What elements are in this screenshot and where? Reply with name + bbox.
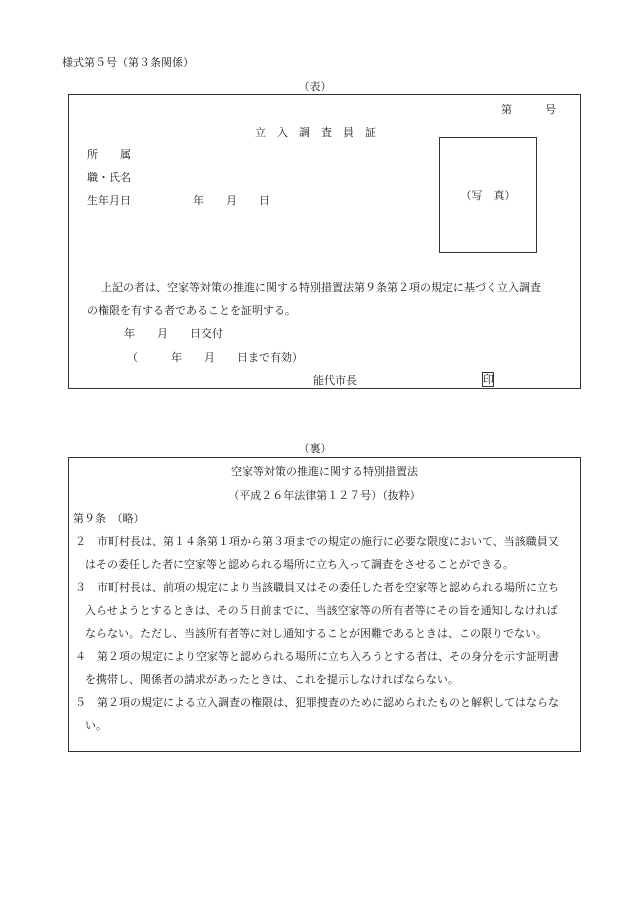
clause-5-line-2: い。: [85, 719, 107, 732]
back-card: [68, 457, 581, 752]
clause-3-line-1: ３ 市町村長は、前項の規定により当該職員又はその委任した者を空家等と認められる場所に立ち: [75, 581, 559, 594]
valid-until: （ 年 月 日まで有効）: [127, 351, 303, 364]
form-label: 様式第５号（第３条関係）: [62, 56, 194, 69]
name-label: 職・氏名: [87, 171, 131, 184]
seal-mark: 印: [483, 373, 494, 386]
clause-4-line-1: ４ 第２項の規定により空家等と認められる場所に立ち入ろうとする者は、その身分を示す証明書: [75, 650, 559, 663]
front-card: [68, 94, 581, 389]
clause-3-line-3: ならない。ただし、当該所有者等に対し通知することが困難であるときは、この限りでない。: [85, 627, 547, 640]
birthdate-label: 生年月日: [87, 194, 131, 207]
number-label: 第 号: [501, 103, 556, 116]
clause-3-line-2: 入らせようとするときは、その５日前までに、当該空家等の所有者等にその旨を通知しなければ: [85, 604, 558, 617]
back-heading: （裏）: [298, 442, 332, 455]
affiliation-label: 所 属: [87, 148, 131, 161]
front-heading: （表）: [298, 80, 332, 93]
certification-line-1: 上記の者は、空家等対策の推進に関する特別措置法第９条第２項の規定に基づく立入調査: [101, 281, 541, 294]
clause-2-line-2: はその委任した者に空家等と認められる場所に立ち入って調査をさせることができる。: [85, 558, 514, 571]
law-title: 空家等対策の推進に関する特別措置法: [231, 465, 418, 478]
birthdate-fields: 年 月 日: [193, 194, 270, 207]
article-9: 第９条 （略）: [73, 512, 145, 525]
issue-date: 年 月 日交付: [124, 327, 223, 340]
card-title: 立 入 調 査 員 証: [255, 126, 376, 139]
photo-box: [439, 137, 537, 253]
clause-2-line-1: ２ 市町村長は、第１４条第１項から第３項までの規定の施行に必要な限度において、当該職員又: [75, 535, 559, 548]
clause-4-line-2: を携帯し、関係者の請求があったときは、これを提示しなければならない。: [85, 673, 459, 686]
photo-label: （写 真）: [460, 189, 516, 202]
clause-5-line-1: ５ 第２項の規定による立入調査の権限は、犯罪捜査のために認められたものと解釈してはならな: [75, 696, 559, 709]
issuer: 能代市長: [313, 374, 357, 387]
certification-line-2: の権限を有する者であることを証明する。: [87, 304, 296, 317]
law-number: （平成２６年法律第１２７号）（抜粋）: [228, 489, 421, 502]
